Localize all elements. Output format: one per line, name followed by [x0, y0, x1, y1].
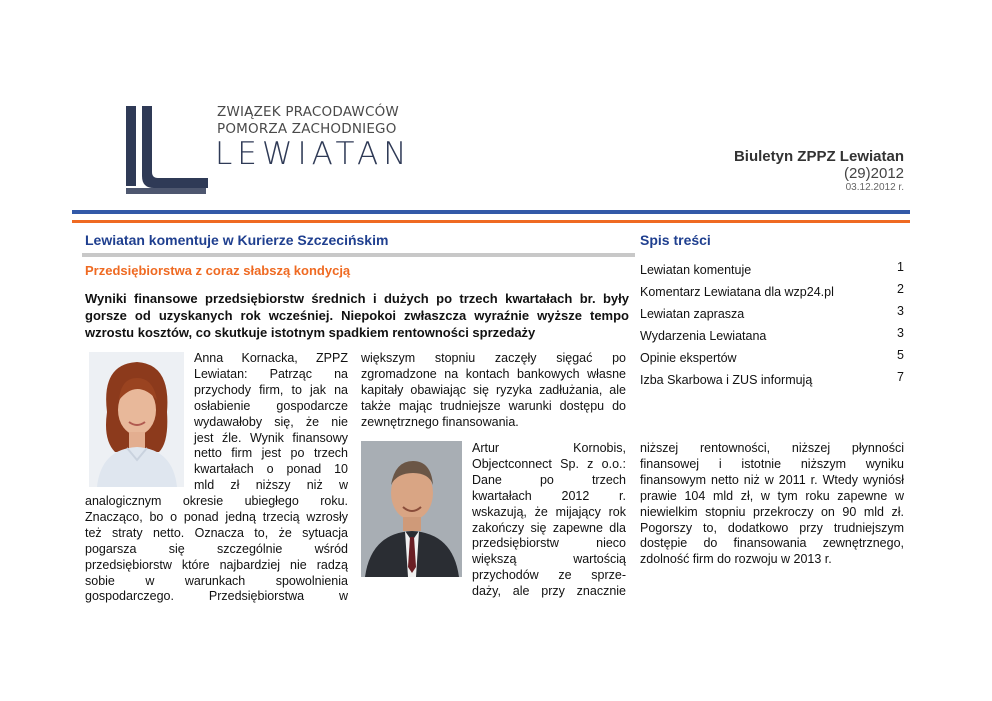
text-line: kwartałach 2012 r. [472, 488, 626, 503]
text-line: przedsiębiorstw które najbardziej nie radzą [85, 557, 348, 572]
text-line: Lewiatan: Patrząc na [194, 366, 348, 381]
toc-item[interactable] [640, 370, 904, 395]
text-line: finansowej i istotnie niższym wyniku [640, 456, 904, 471]
toc-item[interactable] [640, 282, 904, 307]
article-col3-text [640, 441, 904, 568]
text-line: zakończy się zapewne dla [472, 520, 626, 535]
toc-item-label: Lewiatan komentuje [640, 263, 752, 277]
text-line: Pogorszy to, dodatkowo przy trudniejszym [640, 520, 904, 535]
toc-item[interactable] [640, 304, 904, 329]
text-line: zdolność firm do rozwoju w 2013 r. [640, 552, 832, 567]
text-line: mld zł niższy niż w [194, 478, 348, 493]
text-line: finansowym netto niż w 2011 r. Wtedy wyniósł [640, 472, 904, 487]
text-line: większym stopniu zaczęły sięgać po [361, 351, 626, 365]
text-line: daży, ale przy znacznie [472, 584, 626, 599]
text-line: niewielkim stopniu przekroczy on 90 mld zł. [640, 504, 904, 519]
toc-item-label: Opinie ekspertów [640, 351, 737, 365]
text-line: wskazują, że mijający rok [472, 504, 626, 519]
toc-item-label: Wydarzenia Lewiatana [640, 329, 767, 343]
bulletin-date: 03.12.2012 r. [845, 182, 904, 193]
toc-item-page: 3 [897, 304, 904, 318]
toc-item-page: 1 [897, 260, 904, 274]
text-line: sobie w warunkach spowolnienia [85, 573, 348, 588]
text-line: Znacząco, bo o ponad jedną trzecią wzrosły [85, 509, 348, 524]
portrait-woman-photo [89, 352, 184, 487]
header-divider-orange [72, 220, 910, 223]
text-line: większą wartością [472, 552, 626, 567]
toc-item-label: Komentarz Lewiatana dla wzp24.pl [640, 285, 834, 299]
text-line: zgromadzone na kontach bankowych własne [361, 366, 626, 381]
article-col1-text-wrap [194, 351, 348, 494]
toc-item[interactable] [640, 348, 904, 373]
toc-item-label: Lewiatan zaprasza [640, 307, 745, 321]
text-line: prawie 104 mld zł, w tym roku zapewne w [640, 488, 904, 503]
text-line: także mając trudniejsze warunki dostępu do [361, 398, 626, 413]
text-line: wydawałoby się, że nie [194, 414, 348, 429]
text-line: jest źle. Wynik finansowy [194, 430, 348, 445]
text-line: przychodów ze sprze- [472, 568, 626, 583]
toc-item-page: 2 [897, 282, 904, 296]
text-line: zewnętrznego finansowania. [361, 414, 519, 429]
toc-item-page: 5 [897, 348, 904, 362]
text-line: Anna Kornacka, ZPPZ [194, 351, 348, 365]
toc-title: Spis treści [640, 232, 711, 248]
section-title: Lewiatan komentuje w Kurierze Szczecińskim [85, 232, 389, 248]
toc-item-label: Izba Skarbowa i ZUS informują [640, 373, 813, 387]
article-col1-text-full [85, 494, 348, 605]
logo-text-line2: POMORZA ZACHODNIEGO [217, 121, 397, 137]
logo-text-lewiatan: LEWIATAN [215, 136, 412, 172]
toc-item-page: 3 [897, 326, 904, 340]
text-line: przychody firm, to jak na [194, 382, 348, 397]
text-line: Dane po trzech [472, 472, 626, 487]
text-line: kapitały obawiając się ryzyka zadłużania, ale [361, 382, 626, 397]
text-line: dostępie do finansowania zewnętrznego, [640, 536, 904, 551]
text-line: przedsiębiorstw nieco [472, 536, 626, 551]
text-line: kwartałach o ponad 10 [194, 462, 348, 477]
text-line: niższej rentowności, niższej płynności [640, 441, 904, 455]
article-heading: Przedsiębiorstwa z coraz słabszą kondycją [85, 263, 351, 278]
lewiatan-logo-icon [120, 104, 212, 196]
text-line: Objectconnect Sp. z o.o.: [472, 456, 626, 471]
toc-item[interactable] [640, 260, 904, 285]
text-line: netto firm jest po trzech [194, 446, 348, 461]
portrait-man-photo [361, 441, 462, 577]
article-col2-text-bottom [472, 441, 626, 600]
text-line: Artur Kornobis, [472, 441, 626, 455]
logo-text-line1: ZWIĄZEK PRACODAWCÓW [217, 104, 399, 120]
article-lead: Wyniki finansowe przedsiębiorstw średnich i dużych po trzech kwartałach br. były gorsze od uzyskanych rok wcześniej. Niepokoi zwłaszcza wyraźnie wyższe tempo wzrostu kosztów, co skutkuje istotnym spadkiem rentowności sprzedaży [85, 291, 629, 340]
text-line: pogarsza się szczególnie wśród [85, 541, 348, 556]
bulletin-issue: (29)2012 [843, 165, 904, 182]
header-divider-blue [72, 210, 910, 214]
text-line: analogicznym okresie ubiegłego roku. [85, 494, 348, 508]
toc-item-page: 7 [897, 370, 904, 384]
bulletin-title: Biuletyn ZPPZ Lewiatan [733, 148, 904, 165]
text-line: osłabienie gospodarcze [194, 398, 348, 413]
text-line: też straty netto. Oznacza to, że sytuacja [85, 525, 348, 540]
text-line: gospodarczego. Przedsiębiorstwa w [85, 589, 348, 604]
toc-item[interactable] [640, 326, 904, 351]
section-rule [82, 253, 635, 257]
article-col2-text-top [361, 351, 626, 431]
